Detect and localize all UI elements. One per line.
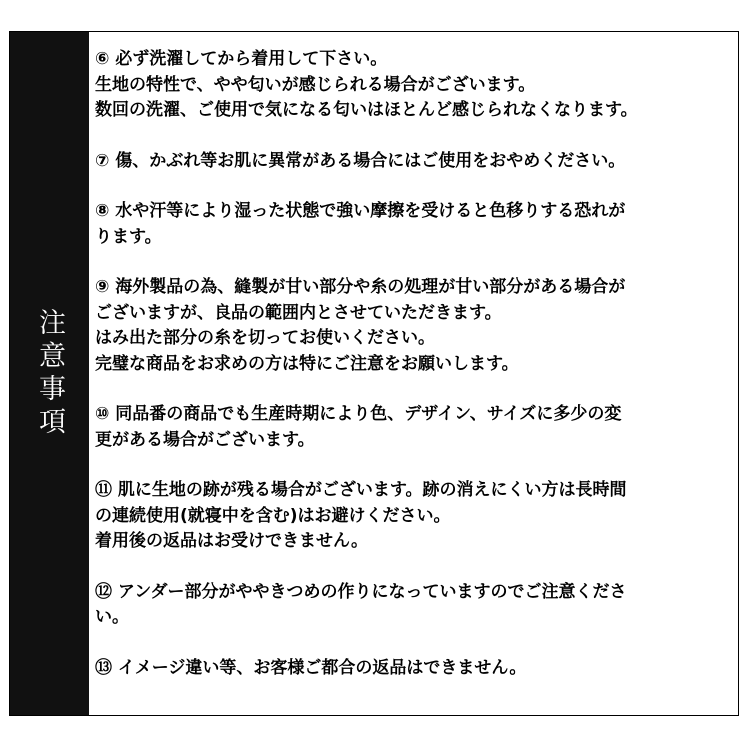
notice-line: い。 bbox=[95, 607, 129, 627]
notice-item-8 bbox=[95, 199, 738, 250]
notice-line: の連続使用(就寝中を含む)はお避けください。 bbox=[95, 505, 451, 526]
notice-item-12 bbox=[95, 580, 738, 631]
notice-line: 更がある場合がございます。 bbox=[95, 429, 315, 450]
notice-line: ⑥ 必ず洗濯してから着用して下さい。 bbox=[95, 49, 388, 69]
notice-line: 着用後の返品はお受けできません。 bbox=[95, 531, 369, 551]
notice-line: ⑪ 肌に生地の跡が残る場合がございます。跡の消えにくい方は長時間 bbox=[95, 480, 627, 500]
notice-line: 生地の特性で、やや匂いが感じられる場合がございます。 bbox=[95, 74, 536, 95]
notice-line: ございますが、良品の範囲内とさせていただきます。 bbox=[95, 302, 502, 323]
notice-item-13 bbox=[95, 656, 738, 682]
notice-item-6 bbox=[95, 47, 738, 124]
sidebar-label-block bbox=[10, 32, 89, 715]
notice-list bbox=[89, 32, 738, 715]
notice-line: ⑫ アンダー部分がややきつめの作りになっていますのでご注意くださ bbox=[95, 581, 627, 602]
notice-panel bbox=[9, 31, 739, 716]
notice-line: ⑩ 同品番の商品でも生産時期により色、デザイン、サイズに多少の変 bbox=[95, 404, 622, 424]
notice-line: ⑦ 傷、かぶれ等お肌に異常がある場合にはご使用をおやめください。 bbox=[95, 150, 626, 171]
sidebar-title: 注意事項 bbox=[34, 307, 65, 440]
notice-line: 完璧な商品をお求めの方は特にご注意をお願いします。 bbox=[95, 353, 519, 374]
notice-item-7 bbox=[95, 149, 738, 175]
notice-line: ります。 bbox=[95, 226, 162, 247]
notice-line: ⑬ イメージ違い等、お客様ご都合の返品はできません。 bbox=[95, 657, 527, 678]
notice-item-11 bbox=[95, 478, 738, 555]
notice-line: はみ出た部分の糸を切ってお使いください。 bbox=[95, 328, 435, 348]
notice-item-10 bbox=[95, 402, 738, 453]
notice-line: ⑨ 海外製品の為、縫製が甘い部分や糸の処理が甘い部分がある場合が bbox=[95, 277, 626, 297]
notice-line: ⑧ 水や汗等により湿った状態で強い摩擦を受けると色移りする恐れが bbox=[95, 201, 626, 221]
notice-item-9 bbox=[95, 275, 738, 377]
notice-line: 数回の洗濯、ご使用で気になる匂いはほとんど感じられなくなります。 bbox=[95, 100, 638, 120]
